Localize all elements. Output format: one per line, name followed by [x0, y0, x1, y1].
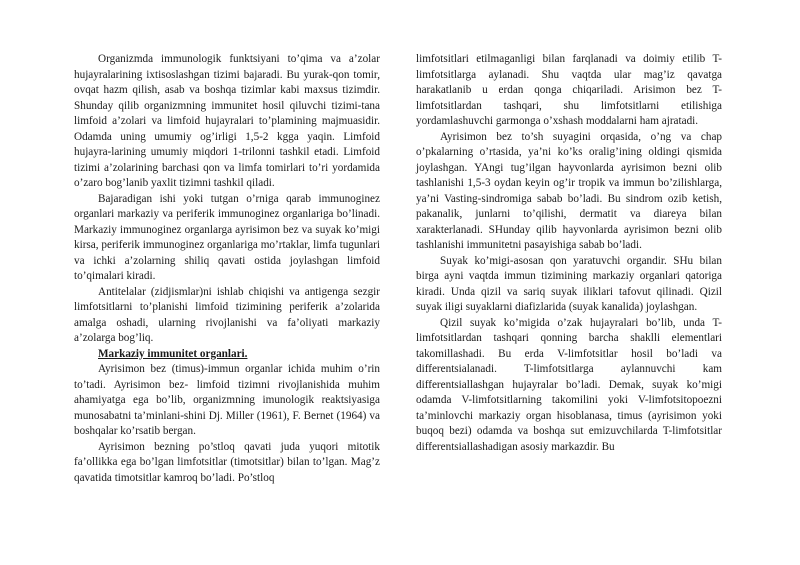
paragraph-organ-classification: Bajaradigan ishi yoki tutgan o’rniga qarab immunoginez organlari markaziy va periferik immunoginez organlariga bo’linadi. Markaziy immunoginez organlarga ayrisimon bez va suyak ko’migi kirsa, periferik immunoginez organlariga mo’rtaklar, limfa tugunlari va ichki a’zolarning shiliq qavati ostida joylashgan limfoid to’qimalari kiradi. — [74, 192, 380, 282]
left-column — [74, 52, 380, 486]
section-heading-central-organs: Markaziy immunitet organlari. — [98, 347, 248, 360]
paragraph-bone-marrow: Suyak ko’migi-asosan qon yaratuvchi organdir. SHu bilan birga ayni vaqtda immun tizimining markaziy organlari qatoriga kiradi. Unda qizil va sariq suyak iliklari tafovut qilinadi. Qizil suyak iligi suyaklarni diafizlarida (suyak kanalida) joylashgan. — [416, 254, 722, 313]
paragraph-red-marrow: Qizil suyak ko’migida o’zak hujayralari bo’lib, unda T-limfotsitlardan tashqari qonning barcha shaklli elementlari takomillashadi. Bu erda V-limfotsitlar hosil bo’ladi va differentsialanadi. T-limfotsitlarga aylannuvchi kam differentsiallashgan hujayralar bo’ladi. Demak, suyak ko’migi odamda V-limfotsitlarning takomilini yoki V-limfotsitopoezni ta’minlovchi markaziy organ hisoblanasa, timus (ayrisimon yoki buqoq bezi) odamda va boshqa sut emizuvchilarda T-limfotsitlar differentsiallashadigan asosiy markazdir. Bu — [416, 316, 722, 453]
paragraph-thymus: Ayrisimon bez (timus)-immun organlar ichida muhim o’rin to’tadi. Ayrisimon bez- limfoid tizimni rivojlanishida muhim ahamiyatga ega bo’lib, organizmning imunologik reaktsiyasiga munosabatni ta’minlani-shini Dj. Miller (1961), F. Bernet (1964) va boshqalar ko’rsatib bergan. — [74, 363, 380, 437]
paragraph-thymus-cortex: Ayrisimon bezning po’stloq qavati juda yuqori mitotik fa’ollikka ega bo’lgan limfotsitlar (timotsitlar) bilan to’lgan. Mag’z qavatida timotsitlar kamroq bo’ladi. Po’stloq — [74, 440, 380, 484]
paragraph-cortex-continued: limfotsitlari etilmaganligi bilan farqlanadi va doimiy etilib T-limfotsitlarga aylanadi. Shu vaqtda ular mag’iz qavatga harakatlanib u erdan qonga chiqariladi. Arisimon bez T-limfotsitlardan tashqari, shu limfotsitlarni etilishiga yordamlashuvchi garmonga o’xshash moddalarni ham ajratadi. — [416, 53, 722, 127]
paragraph-immune-system: Organizmda immunologik funktsiyani to’qima va a’zolar hujayralarining ixtisoslashgan tizimi bajaradi. Bu yurak-qon tomir, ovqat hazm qilish, asab va boshqa tizimlar kabi maxsus tizimdir. Shunday qilib organizmning immunitet hosil qiluvchi tizimi-tana limfoid a’zolari va limfoid hujayralari to’plamining majmuasidir. Odamda uning umumiy og’irligi 1,5-2 kgga yaqin. Limfoid hujayra-larining umumiy miqdori 1-trilonni tashkil etadi. Limfoid tizimi a’zolarining barchasi qon va limfa tomirlari to’ri yordamida o’zaro bog’lanib yaxlit tizimni tashkil qiladi. — [74, 53, 380, 189]
paragraph-thymus-location: Ayrisimon bez to’sh suyagini orqasida, o’ng va chap o’pkalarning o’rtasida, ya’ni ko’ks oralig’ining oldingi qismida joylashgan. YAngi tug’ilgan hayvonlarda ayrisimon bezni olib tashlanishi 1,5-3 oydan keyin og’ir tropik va immun bo’zilishlarga, ya’ni Vasting-sindromiga sabab bo’ladi. Bu sindrom ozib ketish, pakanalik, junlarni to’qilishi, dermatit va diareya bilan xarakterlanadi. SHunday qilib hayvonlarda ayrisimon bezni olib tashlanishi immunitetni pasayishiga sabab bo’ladi. — [416, 130, 722, 251]
paragraph-antibodies: Antitelalar (zidjismlar)ni ishlab chiqishi va antigenga sezgir limfotsitlarni to’planishi limfoid tizimining periferik a’zolarida amalga oshadi, ularning rivojlanishi va fa’oliyati markaziy a’zolarga bog’liq. — [74, 285, 380, 344]
right-column — [416, 52, 722, 455]
